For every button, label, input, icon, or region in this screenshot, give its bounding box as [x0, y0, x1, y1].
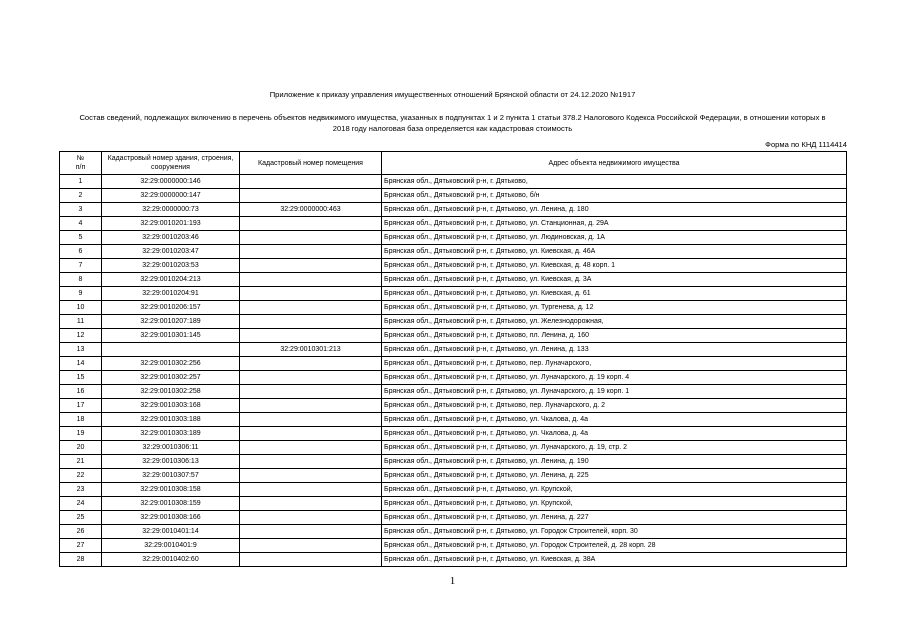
column-header-room-cadastral: Кадастровый номер помещения	[240, 152, 382, 175]
row-number: 12	[60, 329, 102, 343]
row-number: 24	[60, 497, 102, 511]
room-cadastral-number	[240, 357, 382, 371]
room-cadastral-number	[240, 483, 382, 497]
table-row	[60, 441, 847, 455]
object-address: Брянская обл., Дятьковский р-н, г. Дятьково, ул. Тургенева, д. 12	[382, 301, 847, 315]
building-cadastral-number: 32:29:0010206:157	[102, 301, 240, 315]
object-address: Брянская обл., Дятьковский р-н, г. Дятьково, ул. Людиновская, д. 1А	[382, 231, 847, 245]
table-row	[60, 203, 847, 217]
table-row	[60, 553, 847, 567]
building-cadastral-number: 32:29:0000000:73	[102, 203, 240, 217]
objects-table	[59, 151, 847, 567]
room-cadastral-number	[240, 315, 382, 329]
room-cadastral-number	[240, 385, 382, 399]
room-cadastral-number	[240, 245, 382, 259]
row-number: 16	[60, 385, 102, 399]
building-cadastral-number: 32:29:0010308:159	[102, 497, 240, 511]
document-title: Приложение к приказу управления имущественных отношений Брянской области от 24.12.2020 №1917	[269, 90, 636, 99]
object-address: Брянская обл., Дятьковский р-н, г. Дятьково, ул. Ленина, д. 225	[382, 469, 847, 483]
building-cadastral-number: 32:29:0010306:13	[102, 455, 240, 469]
row-number: 18	[60, 413, 102, 427]
object-address: Брянская обл., Дятьковский р-н, г. Дятьково, ул. Луначарского, д. 19 корп. 1	[382, 385, 847, 399]
table-row	[60, 259, 847, 273]
table-row	[60, 217, 847, 231]
object-address: Брянская обл., Дятьковский р-н, г. Дятьково, ул. Ленина, д. 227	[382, 511, 847, 525]
row-number: 3	[60, 203, 102, 217]
object-address: Брянская обл., Дятьковский р-н, г. Дятьково, ул. Луначарского, д. 19, стр. 2	[382, 441, 847, 455]
object-address: Брянская обл., Дятьковский р-н, г. Дятьково, ул. Киевская, д. 46А	[382, 245, 847, 259]
row-number: 1	[60, 175, 102, 189]
building-cadastral-number: 32:29:0010303:189	[102, 427, 240, 441]
row-number: 2	[60, 189, 102, 203]
room-cadastral-number	[240, 231, 382, 245]
table-row	[60, 231, 847, 245]
room-cadastral-number	[240, 217, 382, 231]
room-cadastral-number	[240, 539, 382, 553]
row-number: 13	[60, 343, 102, 357]
object-address: Брянская обл., Дятьковский р-н, г. Дятьково,	[382, 175, 847, 189]
object-address: Брянская обл., Дятьковский р-н, г. Дятьково, ул. Чкалова, д. 4а	[382, 413, 847, 427]
object-address: Брянская обл., Дятьковский р-н, г. Дятьково, пл. Ленина, д. 160	[382, 329, 847, 343]
object-address: Брянская обл., Дятьковский р-н, г. Дятьково, ул. Городок Строителей, корп. 30	[382, 525, 847, 539]
row-number: 28	[60, 553, 102, 567]
object-address: Брянская обл., Дятьковский р-н, г. Дятьково, ул. Киевская, д. 48 корп. 1	[382, 259, 847, 273]
object-address: Брянская обл., Дятьковский р-н, г. Дятьково, ул. Железнодорожная,	[382, 315, 847, 329]
object-address: Брянская обл., Дятьковский р-н, г. Дятьково, ул. Ленина, д. 180	[382, 203, 847, 217]
building-cadastral-number: 32:29:0010203:47	[102, 245, 240, 259]
table-row	[60, 357, 847, 371]
building-cadastral-number: 32:29:0010401:9	[102, 539, 240, 553]
row-number: 26	[60, 525, 102, 539]
object-address: Брянская обл., Дятьковский р-н, г. Дятьково, ул. Городок Строителей, д. 28 корп. 28	[382, 539, 847, 553]
room-cadastral-number	[240, 301, 382, 315]
room-cadastral-number	[240, 497, 382, 511]
column-header-building-cadastral: Кадастровый номер здания, строения, сооружения	[102, 152, 240, 175]
row-number: 20	[60, 441, 102, 455]
column-header-address: Адрес объекта недвижимого имущества	[382, 152, 847, 175]
object-address: Брянская обл., Дятьковский р-н, г. Дятьково, ул. Киевская, д. 38А	[382, 553, 847, 567]
object-address: Брянская обл., Дятьковский р-н, г. Дятьково, б/н	[382, 189, 847, 203]
building-cadastral-number: 32:29:0010302:256	[102, 357, 240, 371]
table-row	[60, 343, 847, 357]
object-address: Брянская обл., Дятьковский р-н, г. Дятьково, пер. Луначарского,	[382, 357, 847, 371]
table-row	[60, 455, 847, 469]
table-row	[60, 287, 847, 301]
column-header-number: № п/п	[60, 152, 102, 175]
object-address: Брянская обл., Дятьковский р-н, г. Дятьково, ул. Станционная, д. 29А	[382, 217, 847, 231]
building-cadastral-number: 32:29:0010301:145	[102, 329, 240, 343]
row-number: 9	[60, 287, 102, 301]
room-cadastral-number	[240, 259, 382, 273]
room-cadastral-number	[240, 287, 382, 301]
building-cadastral-number: 32:29:0010302:257	[102, 371, 240, 385]
room-cadastral-number	[240, 469, 382, 483]
building-cadastral-number: 32:29:0010303:168	[102, 399, 240, 413]
row-number: 5	[60, 231, 102, 245]
building-cadastral-number: 32:29:0010307:57	[102, 469, 240, 483]
building-cadastral-number: 32:29:0010402:60	[102, 553, 240, 567]
building-cadastral-number: 32:29:0010308:158	[102, 483, 240, 497]
room-cadastral-number	[240, 455, 382, 469]
table-body	[60, 175, 847, 567]
row-number: 8	[60, 273, 102, 287]
building-cadastral-number: 32:29:0010401:14	[102, 525, 240, 539]
table-row	[60, 175, 847, 189]
table-row	[60, 245, 847, 259]
object-address: Брянская обл., Дятьковский р-н, г. Дятьково, ул. Крупской,	[382, 497, 847, 511]
room-cadastral-number	[240, 413, 382, 427]
object-address: Брянская обл., Дятьковский р-н, г. Дятьково, ул. Киевская, д. 61	[382, 287, 847, 301]
object-address: Брянская обл., Дятьковский р-н, г. Дятьково, ул. Ленина, д. 133	[382, 343, 847, 357]
room-cadastral-number	[240, 175, 382, 189]
row-number: 23	[60, 483, 102, 497]
room-cadastral-number	[240, 189, 382, 203]
room-cadastral-number	[240, 273, 382, 287]
room-cadastral-number	[240, 441, 382, 455]
table-row	[60, 385, 847, 399]
room-cadastral-number: 32:29:0010301:213	[240, 343, 382, 357]
room-cadastral-number	[240, 371, 382, 385]
building-cadastral-number: 32:29:0000000:147	[102, 189, 240, 203]
row-number: 25	[60, 511, 102, 525]
building-cadastral-number: 32:29:0010204:91	[102, 287, 240, 301]
object-address: Брянская обл., Дятьковский р-н, г. Дятьково, ул. Чкалова, д. 4а	[382, 427, 847, 441]
row-number: 14	[60, 357, 102, 371]
building-cadastral-number: 32:29:0010207:189	[102, 315, 240, 329]
table-row	[60, 497, 847, 511]
table-row	[60, 483, 847, 497]
table-row	[60, 273, 847, 287]
table-row	[60, 511, 847, 525]
table-row	[60, 427, 847, 441]
row-number: 27	[60, 539, 102, 553]
building-cadastral-number	[102, 343, 240, 357]
row-number: 7	[60, 259, 102, 273]
building-cadastral-number: 32:29:0010302:258	[102, 385, 240, 399]
table-row	[60, 315, 847, 329]
document-subtitle: Состав сведений, подлежащих включению в перечень объектов недвижимого имущества, указанных в подпунктах 1 и 2 пункта 1 статьи 378.2 Налогового Кодекса Российской Федерации, в отношении которых в 2018 году налоговая база определяется как кадастровая стоимость	[79, 113, 826, 133]
table-row	[60, 329, 847, 343]
room-cadastral-number	[240, 525, 382, 539]
room-cadastral-number	[240, 511, 382, 525]
table-header-row	[60, 152, 847, 175]
table-row	[60, 525, 847, 539]
building-cadastral-number: 32:29:0000000:146	[102, 175, 240, 189]
row-number: 21	[60, 455, 102, 469]
building-cadastral-number: 32:29:0010306:11	[102, 441, 240, 455]
table-row	[60, 371, 847, 385]
room-cadastral-number	[240, 553, 382, 567]
row-number: 15	[60, 371, 102, 385]
building-cadastral-number: 32:29:0010201:193	[102, 217, 240, 231]
page-number: 1	[449, 575, 456, 587]
row-number: 22	[60, 469, 102, 483]
building-cadastral-number: 32:29:0010203:46	[102, 231, 240, 245]
building-cadastral-number: 32:29:0010203:53	[102, 259, 240, 273]
room-cadastral-number	[240, 399, 382, 413]
object-address: Брянская обл., Дятьковский р-н, г. Дятьково, ул. Луначарского, д. 19 корп. 4	[382, 371, 847, 385]
row-number: 11	[60, 315, 102, 329]
row-number: 17	[60, 399, 102, 413]
room-cadastral-number	[240, 427, 382, 441]
form-code: Форма по КНД 1114414	[765, 140, 847, 149]
building-cadastral-number: 32:29:0010308:166	[102, 511, 240, 525]
table-row	[60, 413, 847, 427]
object-address: Брянская обл., Дятьковский р-н, г. Дятьково, ул. Крупской,	[382, 483, 847, 497]
row-number: 10	[60, 301, 102, 315]
table-row	[60, 469, 847, 483]
room-cadastral-number	[240, 329, 382, 343]
object-address: Брянская обл., Дятьковский р-н, г. Дятьково, ул. Ленина, д. 190	[382, 455, 847, 469]
object-address: Брянская обл., Дятьковский р-н, г. Дятьково, ул. Киевская, д. 3А	[382, 273, 847, 287]
table-row	[60, 189, 847, 203]
object-address: Брянская обл., Дятьковский р-н, г. Дятьково, пер. Луначарского, д. 2	[382, 399, 847, 413]
table-row	[60, 539, 847, 553]
building-cadastral-number: 32:29:0010204:213	[102, 273, 240, 287]
room-cadastral-number: 32:29:0000000:463	[240, 203, 382, 217]
row-number: 19	[60, 427, 102, 441]
table-row	[60, 399, 847, 413]
table-row	[60, 301, 847, 315]
row-number: 4	[60, 217, 102, 231]
row-number: 6	[60, 245, 102, 259]
building-cadastral-number: 32:29:0010303:188	[102, 413, 240, 427]
